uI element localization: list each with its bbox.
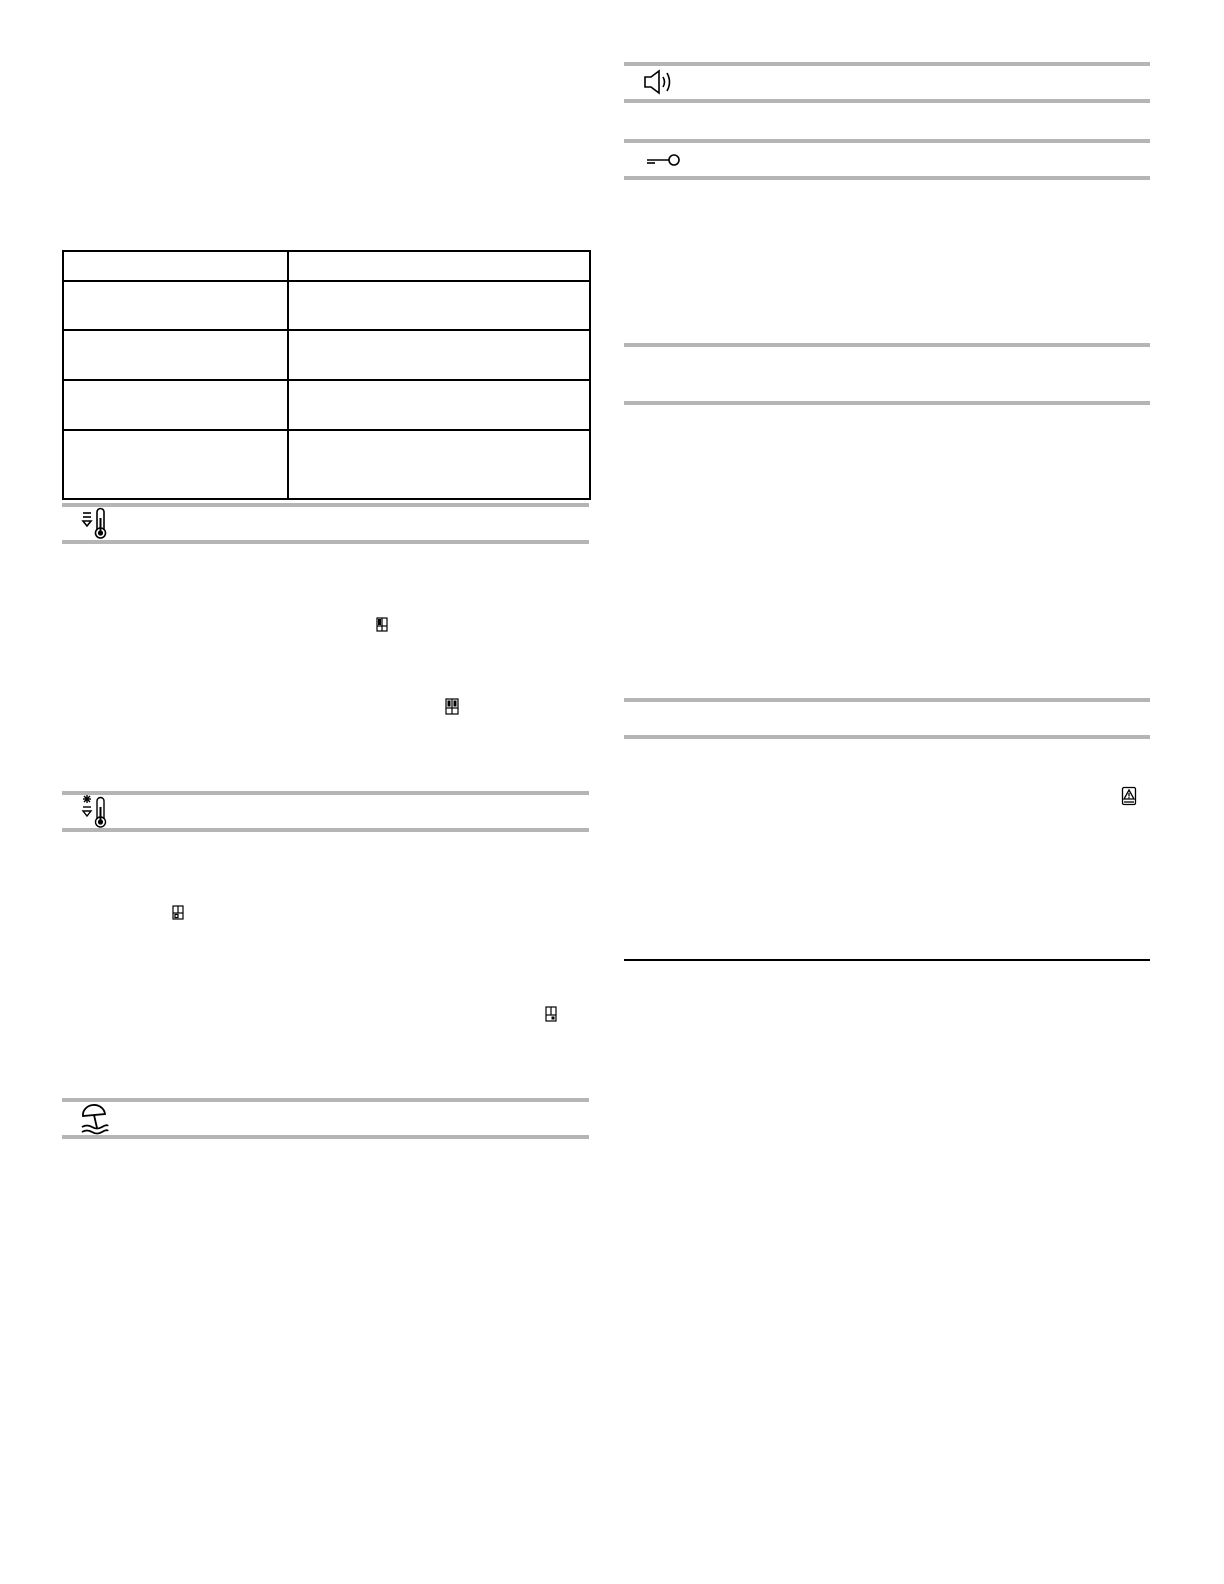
thermometer-down-icon [80, 506, 112, 540]
section-rule-bottom [62, 828, 589, 832]
table-row [63, 330, 590, 380]
section-end-rule [624, 959, 1150, 961]
table-cell [288, 380, 590, 430]
table-cell [288, 281, 590, 330]
table-header-cell [288, 251, 590, 281]
key-lock-icon [645, 152, 683, 170]
section-rule-top [624, 343, 1150, 347]
table-row [63, 430, 590, 499]
section-rule-top [62, 503, 589, 507]
fridge-door-icon [376, 617, 388, 632]
table-row [63, 380, 590, 430]
table-cell [288, 330, 590, 380]
table-cell [63, 380, 288, 430]
table-header-cell [63, 251, 288, 281]
section-rule-bottom [62, 540, 589, 544]
section-rule-top [62, 791, 589, 795]
section-rule-bottom [624, 176, 1150, 180]
section-rule-top [624, 698, 1150, 702]
speaker-icon [642, 68, 676, 96]
table-row [63, 281, 590, 330]
section-rule-bottom [624, 401, 1150, 405]
table-cell [288, 430, 590, 499]
section-rule-bottom [624, 735, 1150, 739]
freezer-door-icon [545, 1006, 557, 1022]
section-rule-top [62, 1098, 589, 1102]
section-rule-top [624, 139, 1150, 143]
table-cell [63, 281, 288, 330]
freezer-door-icon [172, 905, 184, 920]
settings-table [62, 250, 591, 500]
section-rule-bottom [62, 1135, 589, 1139]
freezer-thermometer-down-icon [80, 794, 112, 828]
beach-umbrella-icon [78, 1102, 112, 1136]
table-cell [63, 330, 288, 380]
fridge-door-icon [445, 698, 459, 715]
filter-alert-icon [1121, 786, 1137, 806]
section-rule-top [624, 62, 1150, 66]
table-header-row [63, 251, 590, 281]
table-cell [63, 430, 288, 499]
section-rule-bottom [624, 99, 1150, 103]
